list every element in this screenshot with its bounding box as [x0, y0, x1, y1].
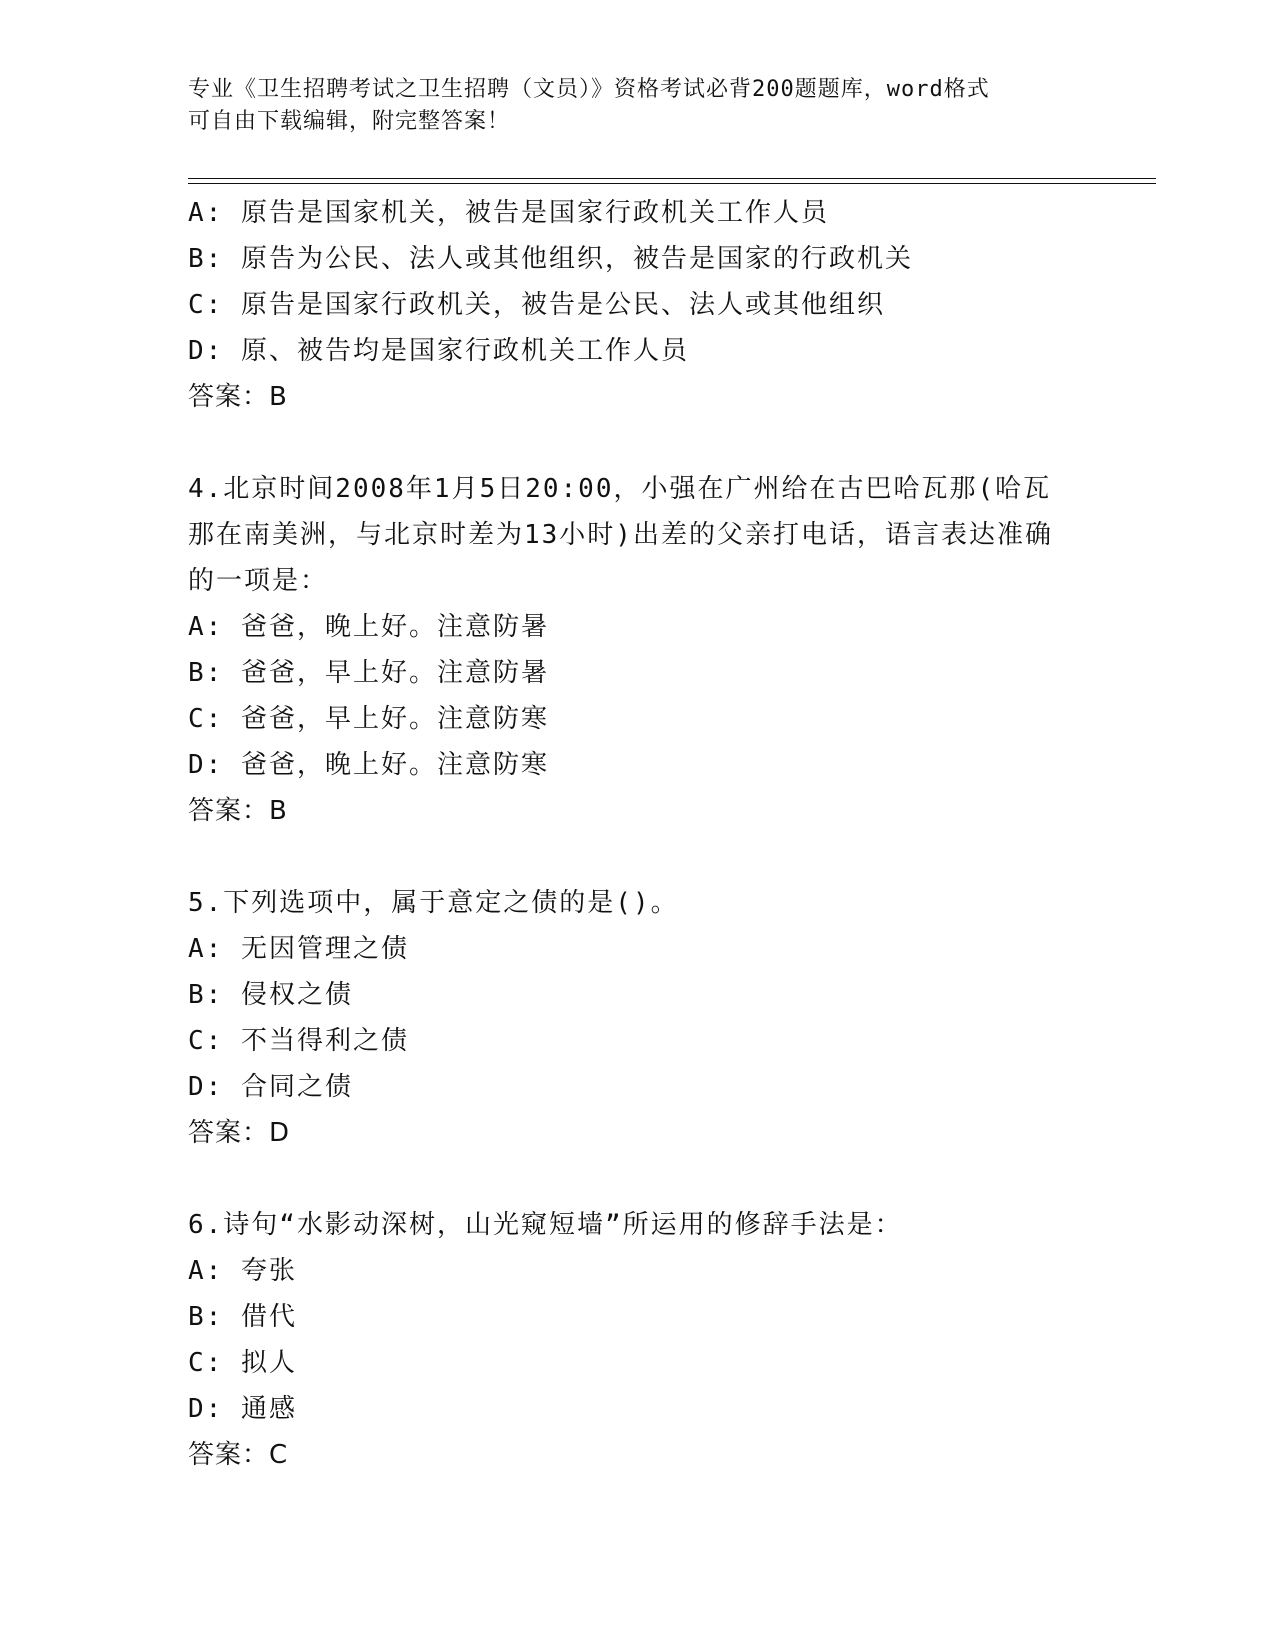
- question-5: [188, 880, 1088, 1156]
- option-c: C: 拟人: [188, 1348, 297, 1378]
- answer: 答案：D: [188, 1118, 291, 1148]
- question-text: 6.诗句“水影动深树，山光窥短墙”所运用的修辞手法是：: [188, 1210, 903, 1240]
- spacer: [188, 420, 1088, 466]
- option-b: B: 侵权之债: [188, 980, 353, 1010]
- header-rule-top: [188, 178, 1156, 179]
- option-d: D: 原、被告均是国家行政机关工作人员: [188, 336, 689, 366]
- option-a: A: 原告是国家机关，被告是国家行政机关工作人员: [188, 198, 829, 228]
- answer: 答案：B: [188, 382, 288, 412]
- question-3: [188, 190, 1088, 420]
- option-c: C: 爸爸，早上好。注意防寒: [188, 704, 549, 734]
- header-rule-bottom: [188, 183, 1156, 184]
- option-a: A: 爸爸，晚上好。注意防暑: [188, 612, 549, 642]
- answer: 答案：C: [188, 1440, 289, 1470]
- option-d: D: 爸爸，晚上好。注意防寒: [188, 750, 549, 780]
- question-list: [188, 190, 1088, 1478]
- header-line-1: 专业《卫生招聘考试之卫生招聘（文员）》资格考试必背200题题库，word格式: [188, 77, 990, 102]
- answer: 答案：B: [188, 796, 288, 826]
- option-b: B: 借代: [188, 1302, 297, 1332]
- question-text: 5.下列选项中，属于意定之债的是()。: [188, 888, 679, 918]
- option-c: C: 原告是国家行政机关，被告是公民、法人或其他组织: [188, 290, 885, 320]
- option-a: A: 无因管理之债: [188, 934, 409, 964]
- document-header: [188, 74, 1068, 138]
- option-d: D: 合同之债: [188, 1072, 353, 1102]
- option-d: D: 通感: [188, 1394, 297, 1424]
- spacer: [188, 834, 1088, 880]
- option-b: B: 爸爸，早上好。注意防暑: [188, 658, 549, 688]
- option-c: C: 不当得利之债: [188, 1026, 409, 1056]
- option-b: B: 原告为公民、法人或其他组织，被告是国家的行政机关: [188, 244, 913, 274]
- spacer: [188, 1156, 1088, 1202]
- question-4: [188, 466, 1088, 834]
- question-6: [188, 1202, 1088, 1478]
- option-a: A: 夸张: [188, 1256, 297, 1286]
- question-text: 4.北京时间2008年1月5日20:00，小强在广州给在古巴哈瓦那(哈瓦那在南美洲，与北京时差为13小时)出差的父亲打电话，语言表达准确的一项是：: [188, 474, 1053, 596]
- header-line-2: 可自由下载编辑，附完整答案！: [188, 109, 511, 134]
